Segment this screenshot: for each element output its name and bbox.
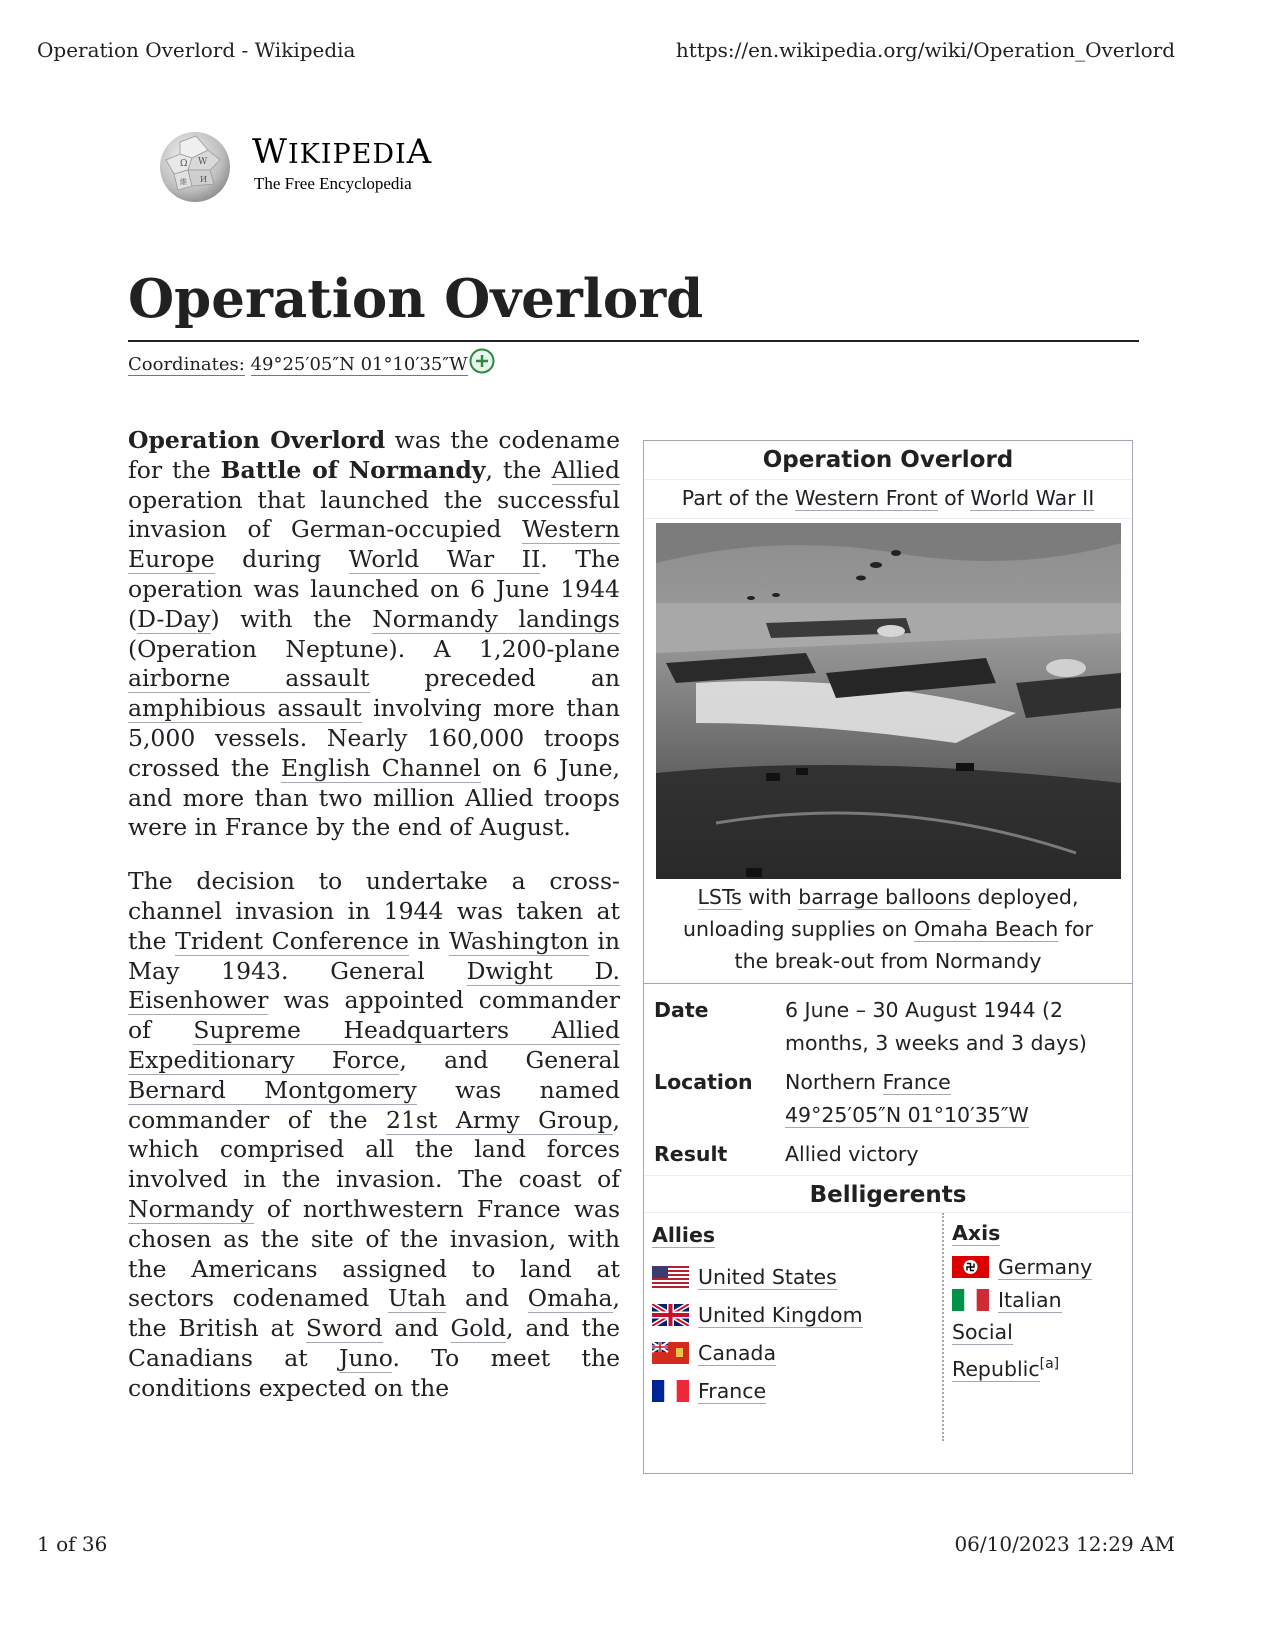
- allies-column: [644, 1213, 944, 1441]
- italy-flag-icon: [952, 1289, 989, 1311]
- link-normandy-landings[interactable]: Normandy landings: [372, 604, 620, 633]
- print-header-url: https://en.wikipedia.org/wiki/Operation_Overlord: [675, 38, 1175, 62]
- result-label: Result: [654, 1142, 728, 1166]
- link-washington[interactable]: Washington: [448, 926, 589, 955]
- wikipedia-globe-icon: [158, 130, 232, 204]
- link-d-day[interactable]: D-Day: [137, 604, 211, 633]
- date-value: 6 June – 30 August 1944 (2 months, 3 weeks and 3 days): [785, 998, 1087, 1055]
- link-world-war-ii-infobox[interactable]: World War II: [970, 486, 1095, 510]
- link-united-kingdom[interactable]: United Kingdom: [698, 1302, 863, 1327]
- germany-flag-icon: [952, 1256, 989, 1278]
- list-item: [652, 1372, 934, 1410]
- print-footer-datetime: 06/10/2023 12:29 AM: [954, 1532, 1175, 1556]
- footnote-a[interactable]: [a]: [1039, 1356, 1060, 1372]
- infobox-title: Operation Overlord: [644, 441, 1132, 480]
- infobox-row-location: [644, 1066, 1132, 1132]
- link-allied[interactable]: Allied: [551, 455, 620, 484]
- link-western-front[interactable]: Western Front: [795, 486, 938, 510]
- link-omaha-beach[interactable]: Omaha Beach: [914, 917, 1059, 941]
- svg-text:Ω: Ω: [180, 159, 188, 169]
- link-united-states[interactable]: United States: [698, 1264, 837, 1289]
- wikipedia-logo[interactable]: [158, 130, 478, 210]
- link-shaef[interactable]: Supreme Headquarters Allied Expeditionary Force: [128, 1016, 620, 1074]
- list-item: [652, 1296, 934, 1334]
- axis-heading[interactable]: Axis: [952, 1221, 1001, 1245]
- article-body: [128, 426, 620, 1428]
- svg-text:維: 維: [180, 178, 187, 186]
- print-header-title: Operation Overlord - Wikipedia: [37, 38, 356, 62]
- link-bernard-montgomery[interactable]: Bernard Montgomery: [128, 1075, 417, 1104]
- link-western-europe[interactable]: Western Europe: [128, 515, 620, 574]
- location-label: Location: [654, 1070, 753, 1094]
- globe-plus-icon[interactable]: [469, 348, 495, 374]
- canada-red-ensign-flag-icon: [652, 1342, 689, 1364]
- link-barrage-balloons[interactable]: barrage balloons: [798, 885, 971, 909]
- list-item: [652, 1334, 934, 1372]
- allies-heading[interactable]: Allies: [652, 1223, 716, 1247]
- link-france[interactable]: France: [882, 1070, 951, 1094]
- title-divider: [128, 340, 1139, 342]
- link-omaha[interactable]: Omaha: [527, 1284, 613, 1313]
- list-item: [652, 1258, 934, 1296]
- svg-text:W: W: [198, 157, 208, 167]
- link-juno[interactable]: Juno: [339, 1343, 393, 1372]
- infobox-row-result: [644, 1138, 1132, 1171]
- link-gold[interactable]: Gold: [450, 1314, 507, 1343]
- lead-paragraph-2: The decision to undertake a cross-channel invasion in 1944 was taken at the Trident Conference in Washington in May 1943. General Dwight D. Eisenhower was appointed commander of Supreme Headquarters Allied Expeditionary Force, and General Bernard Montgomery was named commander of the 21st Army Group, which comprised all the land forces involved in the invasion. The coast of Normandy of northwestern France was chosen as the site of the invasion, with the Americans assigned to land at sectors codenamed Utah and Omaha, the British at Sword and Gold, and the Canadians at Juno. To meet the conditions expected on the: [128, 867, 621, 1402]
- lead-paragraph-1: Operation Overlord was the codename for the Battle of Normandy, the Allied operation that launched the successful invasion of German-occupied Western Europe during World War II. The operation was launched on 6 June 1944 (D-Day) with the Normandy landings (Operation Neptune). A 1,200-plane airborne assault preceded an amphibious assault involving more than 5,000 vessels. Nearly 160,000 troops crossed the English Channel on 6 June, and more than two million Allied troops were in France by the end of August.: [128, 426, 620, 842]
- coordinates-label[interactable]: Coordinates:: [128, 354, 245, 375]
- print-footer-page: 1 of 36: [37, 1532, 108, 1556]
- us-flag-icon: [652, 1266, 689, 1288]
- infobox-image-caption: LSTs with barrage balloons deployed, unloading supplies on Omaha Beach for the break-out from Normandy: [644, 879, 1132, 984]
- list-item: [952, 1284, 1124, 1385]
- axis-column: [944, 1213, 1132, 1441]
- result-value: Allied victory: [785, 1142, 919, 1166]
- page-title: Operation Overlord: [128, 268, 704, 330]
- infobox: [643, 440, 1133, 1474]
- svg-text:И: И: [200, 175, 207, 184]
- location-value: Northern France 49°25′05″N 01°10′35″W: [785, 1070, 1029, 1127]
- france-flag-icon: [652, 1380, 689, 1402]
- link-21st-army-group[interactable]: 21st Army Group: [386, 1105, 613, 1134]
- link-amphibious-assault[interactable]: amphibious assault: [128, 694, 362, 723]
- coordinates: [128, 348, 495, 375]
- link-lsts[interactable]: LSTs: [697, 885, 742, 909]
- link-france-allies[interactable]: France: [698, 1378, 767, 1403]
- link-sword[interactable]: Sword: [305, 1314, 383, 1343]
- infobox-row-date: [644, 984, 1132, 1060]
- link-italian-social-republic[interactable]: Italian Social Republic: [952, 1288, 1062, 1381]
- coordinates-link[interactable]: 49°25′05″N 01°10′35″W: [250, 354, 468, 375]
- belligerents-heading: Belligerents: [644, 1176, 1132, 1213]
- link-canada[interactable]: Canada: [698, 1340, 777, 1365]
- link-world-war-ii[interactable]: World War II: [348, 545, 541, 574]
- list-item: [952, 1250, 1124, 1284]
- belligerents-columns: [644, 1213, 1132, 1441]
- wikipedia-tagline: The Free Encyclopedia: [254, 174, 412, 193]
- omaha-beach-photo[interactable]: [656, 523, 1121, 879]
- link-trident-conference[interactable]: Trident Conference: [175, 926, 409, 955]
- link-dwight-eisenhower[interactable]: Dwight D. Eisenhower: [128, 956, 620, 1015]
- link-normandy[interactable]: Normandy: [128, 1194, 254, 1223]
- infobox-part-of: Part of the Western Front of World War II: [644, 480, 1132, 519]
- wikipedia-wordmark: WIKIPEDIA: [252, 132, 433, 172]
- date-label: Date: [654, 998, 709, 1022]
- link-english-channel[interactable]: English Channel: [280, 753, 481, 782]
- uk-flag-icon: [652, 1304, 689, 1326]
- link-airborne-assault[interactable]: airborne assault: [128, 664, 370, 693]
- link-utah[interactable]: Utah: [387, 1284, 447, 1313]
- link-germany[interactable]: Germany: [998, 1254, 1093, 1279]
- link-location-coordinates[interactable]: 49°25′05″N 01°10′35″W: [785, 1103, 1029, 1127]
